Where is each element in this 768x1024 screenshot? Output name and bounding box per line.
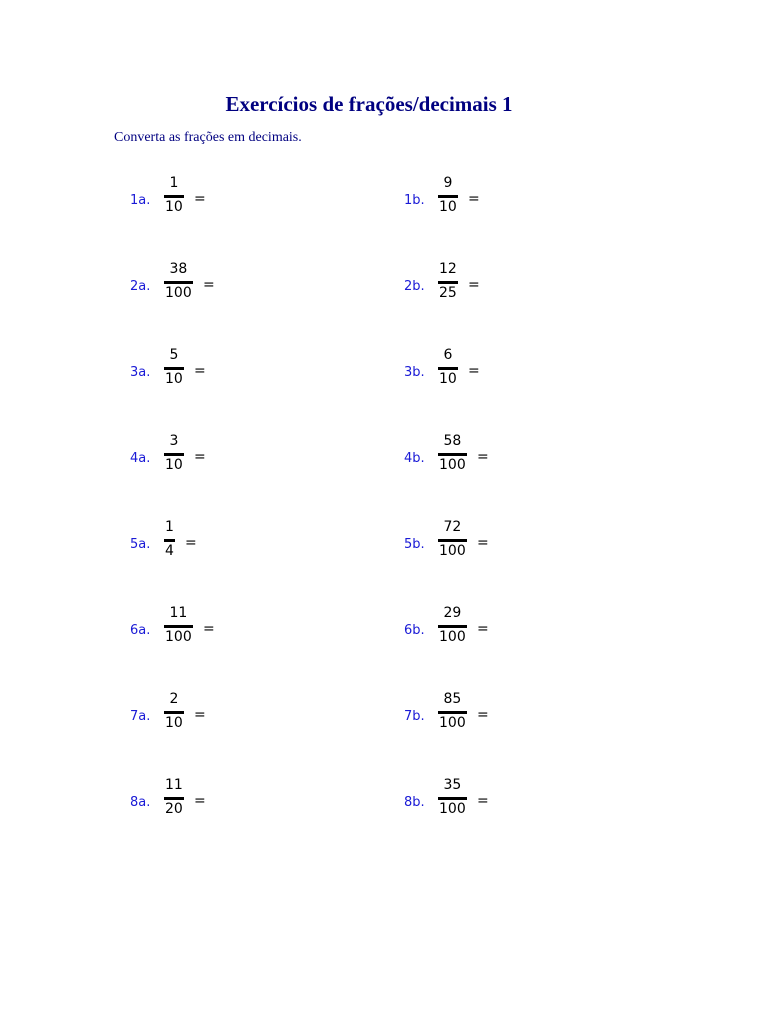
fraction-denominator: 100 bbox=[439, 629, 466, 645]
equals-sign: = bbox=[203, 277, 215, 293]
equals-sign: = bbox=[185, 535, 197, 551]
equals-sign: = bbox=[477, 449, 489, 465]
exercise-label: 1a. bbox=[130, 193, 151, 208]
fraction-denominator: 100 bbox=[439, 457, 466, 473]
equals-sign: = bbox=[194, 363, 206, 379]
fraction-denominator: 10 bbox=[165, 715, 183, 731]
fraction-numerator: 9 bbox=[443, 175, 453, 191]
exercise-label: 3a. bbox=[130, 365, 151, 380]
equals-sign: = bbox=[477, 621, 489, 637]
fraction-numerator: 29 bbox=[443, 605, 462, 621]
fraction bbox=[164, 604, 193, 646]
fraction bbox=[438, 432, 467, 474]
fraction-denominator: 100 bbox=[439, 715, 466, 731]
fraction bbox=[164, 260, 193, 302]
exercise-label: 3b. bbox=[404, 365, 425, 380]
equals-sign: = bbox=[477, 707, 489, 723]
fraction-numerator: 6 bbox=[443, 347, 453, 363]
fraction-numerator: 12 bbox=[439, 261, 457, 277]
fraction-numerator: 1 bbox=[165, 519, 174, 535]
exercise-label: 6a. bbox=[130, 623, 151, 638]
exercise-label: 8b. bbox=[404, 795, 425, 810]
fraction-denominator: 20 bbox=[165, 801, 183, 817]
fraction-numerator: 38 bbox=[169, 261, 188, 277]
fraction-denominator: 10 bbox=[439, 371, 457, 387]
exercise-label: 2a. bbox=[130, 279, 151, 294]
fraction-denominator: 10 bbox=[165, 457, 183, 473]
equals-sign: = bbox=[468, 277, 480, 293]
equals-sign: = bbox=[468, 191, 480, 207]
fraction-denominator: 100 bbox=[165, 629, 192, 645]
fraction-numerator: 11 bbox=[169, 605, 188, 621]
fraction bbox=[164, 690, 184, 732]
fraction bbox=[164, 518, 175, 560]
fraction-denominator: 10 bbox=[439, 199, 457, 215]
page-title: Exercícios de frações/decimais 1 bbox=[225, 92, 513, 116]
fraction bbox=[438, 174, 458, 216]
exercise-label: 7a. bbox=[130, 709, 151, 724]
equals-sign: = bbox=[477, 535, 489, 551]
fraction bbox=[164, 776, 184, 818]
fraction bbox=[438, 776, 467, 818]
equals-sign: = bbox=[468, 363, 480, 379]
fraction-numerator: 85 bbox=[443, 691, 462, 707]
fraction bbox=[438, 518, 467, 560]
fraction-denominator: 10 bbox=[165, 199, 183, 215]
instructions-text: Converta as frações em decimais. bbox=[114, 130, 302, 145]
fraction bbox=[438, 604, 467, 646]
fraction bbox=[164, 432, 184, 474]
exercise-label: 4a. bbox=[130, 451, 151, 466]
fraction-numerator: 58 bbox=[443, 433, 462, 449]
equals-sign: = bbox=[477, 793, 489, 809]
exercise-label: 2b. bbox=[404, 279, 425, 294]
fraction-denominator: 10 bbox=[165, 371, 183, 387]
equals-sign: = bbox=[194, 191, 206, 207]
fraction-denominator: 100 bbox=[165, 285, 192, 301]
fraction-numerator: 5 bbox=[169, 347, 179, 363]
exercise-label: 4b. bbox=[404, 451, 425, 466]
fraction-numerator: 11 bbox=[165, 777, 183, 793]
fraction-denominator: 100 bbox=[439, 543, 466, 559]
fraction-numerator: 1 bbox=[169, 175, 179, 191]
fraction bbox=[438, 690, 467, 732]
fraction bbox=[438, 260, 458, 302]
fraction bbox=[438, 346, 458, 388]
exercise-label: 5a. bbox=[130, 537, 151, 552]
fraction-numerator: 2 bbox=[169, 691, 179, 707]
fraction bbox=[164, 174, 184, 216]
equals-sign: = bbox=[203, 621, 215, 637]
fraction-denominator: 100 bbox=[439, 801, 466, 817]
exercise-label: 7b. bbox=[404, 709, 425, 724]
fraction-numerator: 3 bbox=[169, 433, 179, 449]
exercise-label: 1b. bbox=[404, 193, 425, 208]
equals-sign: = bbox=[194, 449, 206, 465]
fraction-denominator: 4 bbox=[165, 543, 174, 559]
fraction bbox=[164, 346, 184, 388]
exercise-label: 6b. bbox=[404, 623, 425, 638]
exercise-label: 8a. bbox=[130, 795, 151, 810]
equals-sign: = bbox=[194, 707, 206, 723]
exercise-label: 5b. bbox=[404, 537, 425, 552]
fraction-denominator: 25 bbox=[439, 285, 457, 301]
fraction-numerator: 35 bbox=[443, 777, 462, 793]
fraction-numerator: 72 bbox=[443, 519, 462, 535]
equals-sign: = bbox=[194, 793, 206, 809]
